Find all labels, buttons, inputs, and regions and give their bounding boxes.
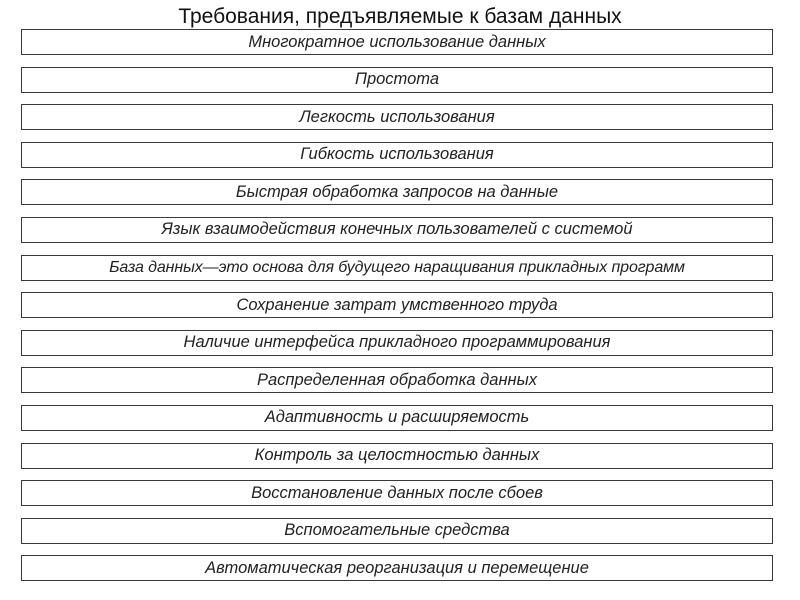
requirement-item: Контроль за целостностью данных: [21, 443, 773, 469]
requirement-item: Многократное использование данных: [21, 29, 773, 55]
requirement-item: Автоматическая реорганизация и перемещение: [21, 555, 773, 581]
page-title: Требования, предъявляемые к базам данных: [178, 5, 622, 28]
requirement-item: Адаптивность и расширяемость: [21, 405, 773, 431]
requirement-item: Распределенная обработка данных: [21, 367, 773, 393]
requirement-item: Вспомогательные средства: [21, 518, 773, 544]
requirement-item: Восстановление данных после сбоев: [21, 480, 773, 506]
requirement-item: Сохранение затрат умственного труда: [21, 292, 773, 318]
requirement-item: Наличие интерфейса прикладного программирования: [21, 330, 773, 356]
requirement-item: Быстрая обработка запросов на данные: [21, 179, 773, 205]
requirement-item: Легкость использования: [21, 104, 773, 130]
requirement-item: Простота: [21, 67, 773, 93]
requirements-list: [21, 29, 773, 593]
requirement-item: Гибкость использования: [21, 142, 773, 168]
requirement-item: Язык взаимодействия конечных пользователей с системой: [21, 217, 773, 243]
requirement-item: База данных—это основа для будущего наращивания прикладных программ: [21, 255, 773, 281]
